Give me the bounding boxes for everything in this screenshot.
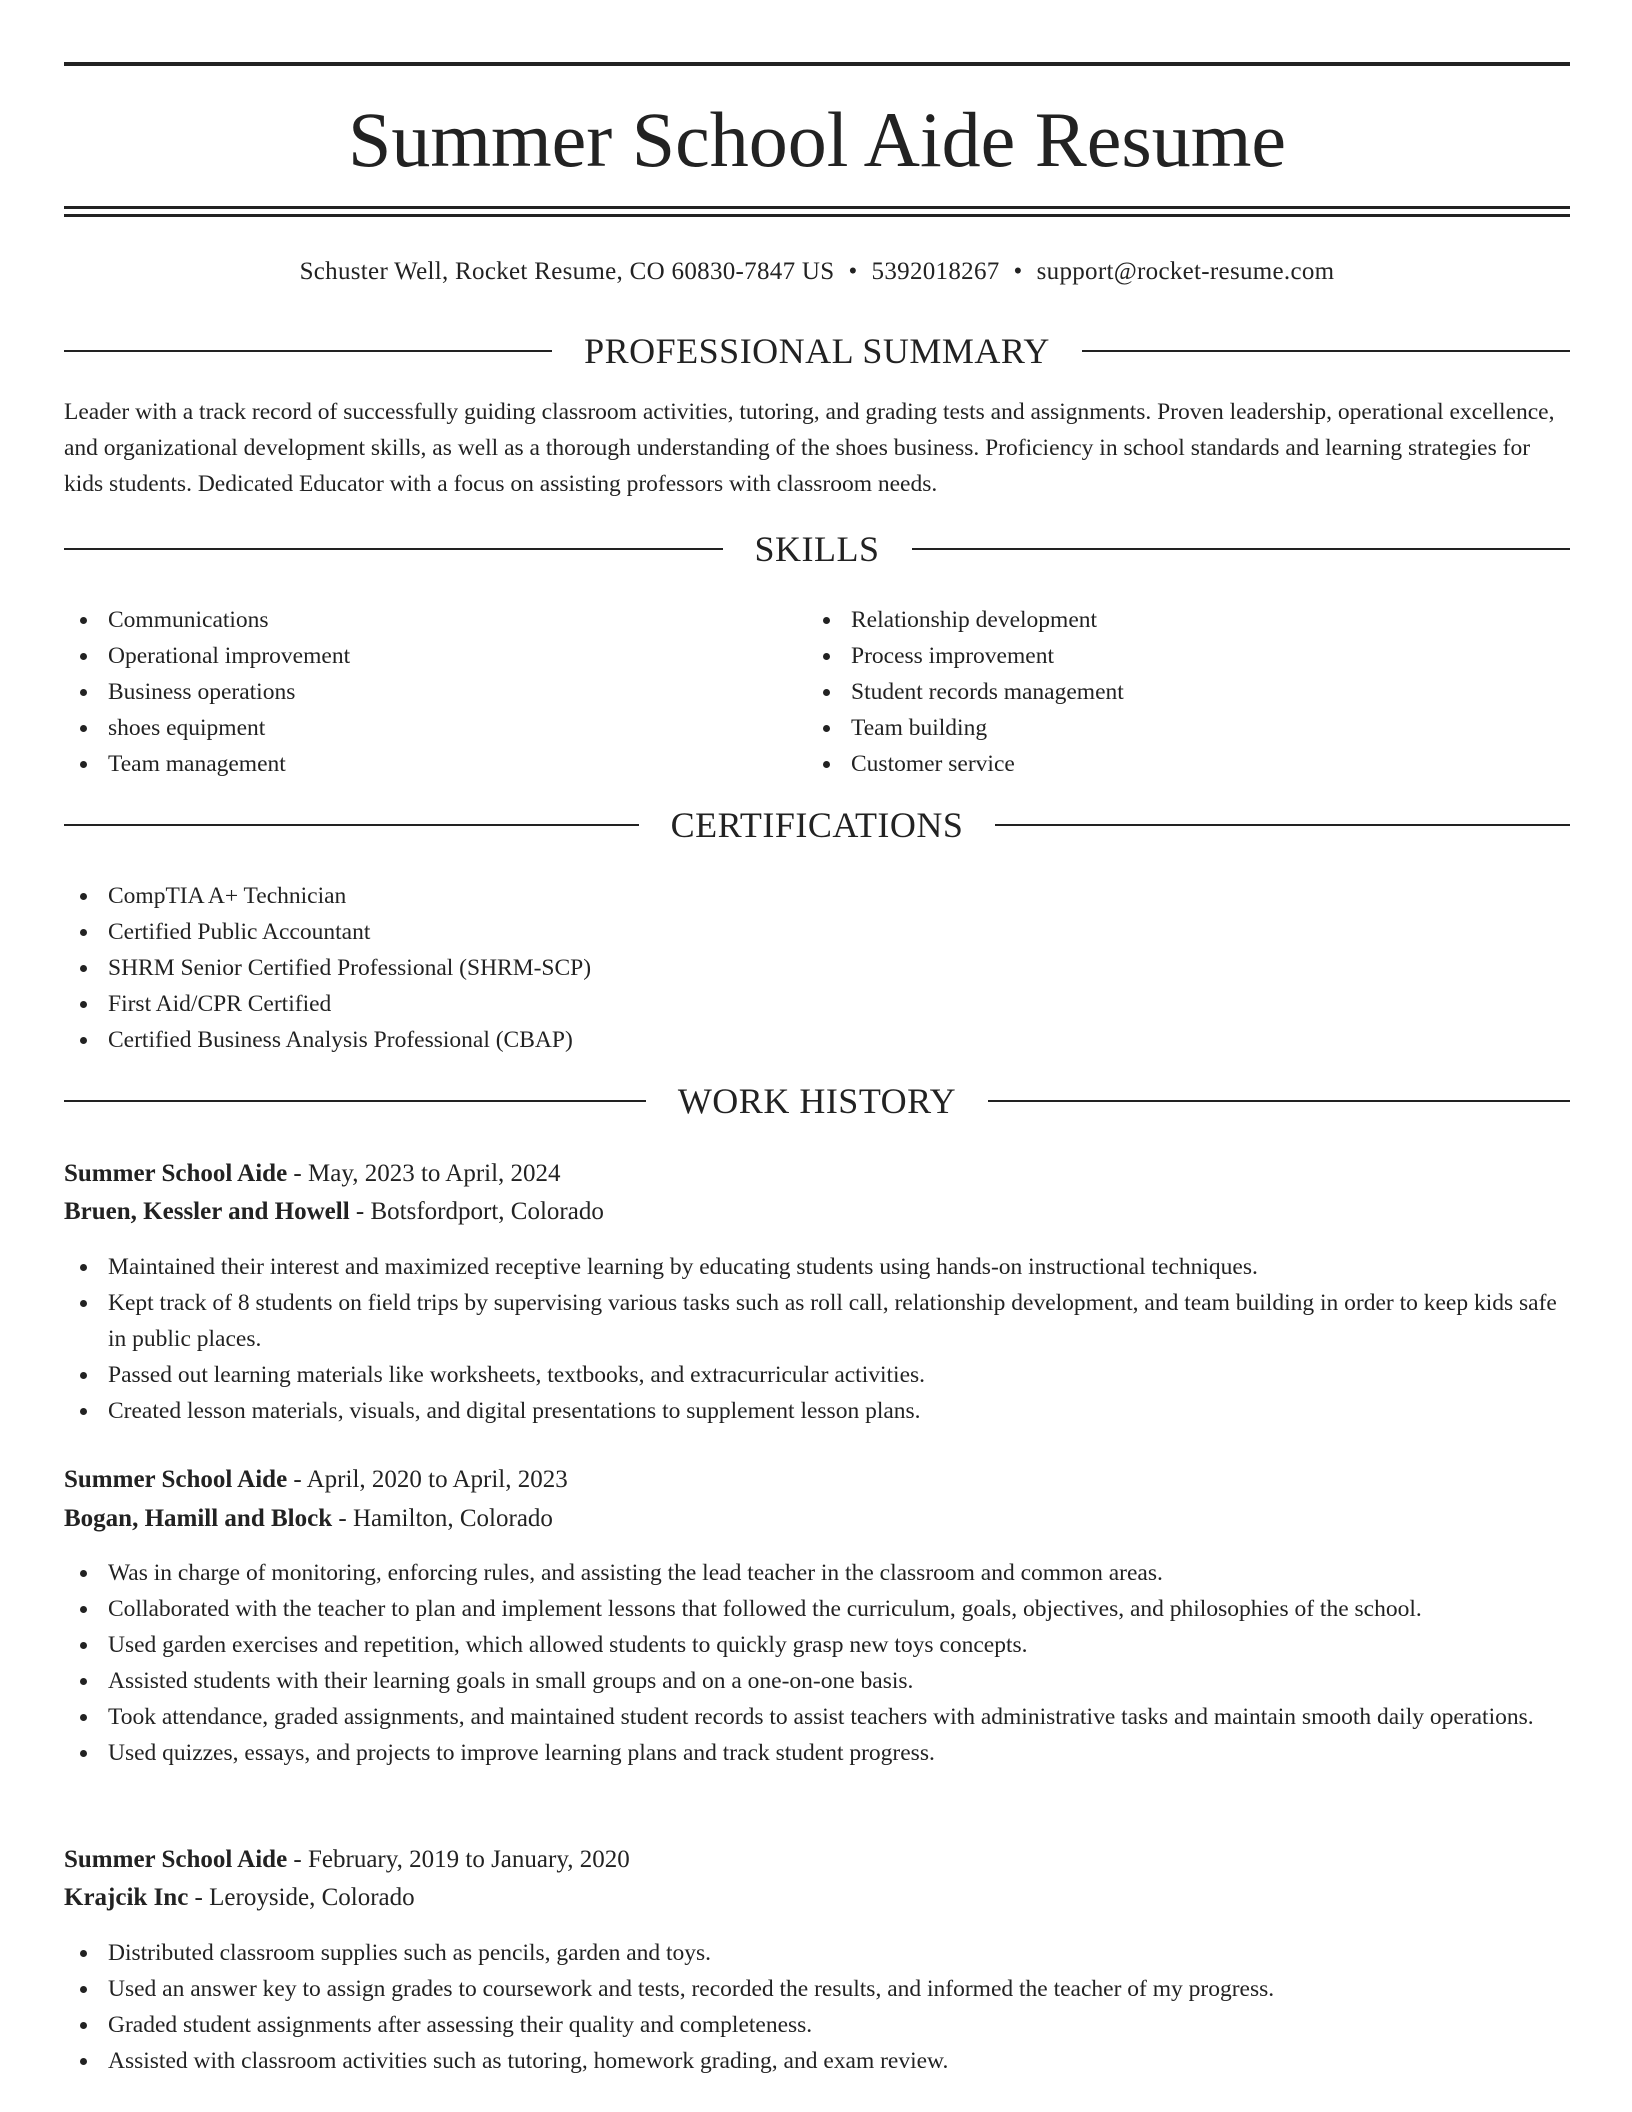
job-title: Summer School Aide [64, 1466, 288, 1493]
job-dates: April, 2020 to April, 2023 [306, 1466, 568, 1493]
contact-email: support@rocket-resume.com [1036, 258, 1335, 285]
section-rule [64, 350, 552, 352]
job-title-line: Summer School Aide - February, 2019 to January, 2020 [64, 1846, 630, 1873]
list-item: SHRM Senior Certified Professional (SHRM-SCP) [64, 950, 1570, 986]
job-location: Leroyside, Colorado [209, 1884, 415, 1911]
contact-separator: • [848, 258, 858, 285]
job-title: Summer School Aide [64, 1160, 288, 1187]
summary-text: Leader with a track record of successfully guiding classroom activities, tutoring, and grading tests and assignments. Proven leadership, operational excellence, and organizational development skills, as well as a thorough understanding of the shoes business. Proficiency in school standards and learning strategies for kids students. Dedicated Educator with a focus on assisting professors with classroom needs. [64, 399, 1555, 497]
section-rule [988, 1100, 1570, 1102]
job-bullets [64, 1249, 1570, 1429]
list-item: Relationship development [807, 602, 1547, 638]
contact-separator: • [1013, 258, 1023, 285]
list-item: Process improvement [807, 638, 1547, 674]
job-dates: February, 2019 to January, 2020 [308, 1846, 630, 1873]
section-header-skills [64, 527, 1570, 571]
list-item: Collaborated with the teacher to plan and implement lessons that followed the curriculum, goals, objectives, and philosophies of the school. [64, 1591, 1570, 1627]
job-dates: May, 2023 to April, 2024 [308, 1160, 561, 1187]
list-item: First Aid/CPR Certified [64, 986, 1570, 1022]
section-rule [1082, 350, 1570, 352]
top-rule [64, 62, 1570, 66]
list-item: Certified Public Accountant [64, 914, 1570, 950]
contact-address: Schuster Well, Rocket Resume, CO 60830-7847 US [299, 258, 835, 285]
list-item: Certified Business Analysis Professional (CBAP) [64, 1022, 1570, 1058]
page-title: Summer School Aide Resume [347, 96, 1287, 183]
list-item: Assisted students with their learning goals in small groups and on a one-on-one basis. [64, 1663, 1570, 1699]
section-rule [64, 548, 723, 550]
job-location: Hamilton, Colorado [352, 1505, 553, 1532]
section-title: WORK HISTORY [677, 1081, 957, 1121]
section-header-certifications [64, 803, 1570, 847]
job-title-line: Summer School Aide - April, 2020 to April, 2023 [64, 1466, 568, 1493]
list-item: Team building [807, 710, 1547, 746]
title-rule-lower [64, 214, 1570, 217]
list-item: Operational improvement [64, 638, 804, 674]
skills-list-left [64, 602, 804, 782]
list-item: CompTIA A+ Technician [64, 878, 1570, 914]
list-item: Distributed classroom supplies such as pencils, garden and toys. [64, 1935, 1570, 1971]
section-title: PROFESSIONAL SUMMARY [584, 331, 1050, 371]
list-item: shoes equipment [64, 710, 804, 746]
job-company: Krajcik Inc [64, 1884, 189, 1911]
section-title: CERTIFICATIONS [670, 805, 964, 845]
job-bullets [64, 1555, 1570, 1771]
list-item: Communications [64, 602, 804, 638]
job-company: Bogan, Hamill and Block [64, 1505, 333, 1532]
job-company-line: Bruen, Kessler and Howell - Botsfordport, Colorado [64, 1198, 604, 1225]
list-item: Graded student assignments after assessing their quality and completeness. [64, 2007, 1570, 2043]
section-rule [64, 1100, 646, 1102]
list-item: Maintained their interest and maximized receptive learning by educating students using hands-on instructional techniques. [64, 1249, 1570, 1285]
job-company-line: Bogan, Hamill and Block - Hamilton, Colorado [64, 1505, 553, 1532]
list-item: Customer service [807, 746, 1547, 782]
list-item: Used an answer key to assign grades to coursework and tests, recorded the results, and informed the teacher of my progress. [64, 1971, 1570, 2007]
list-item: Business operations [64, 674, 804, 710]
list-item: Created lesson materials, visuals, and digital presentations to supplement lesson plans. [64, 1393, 1570, 1429]
list-item: Passed out learning materials like worksheets, textbooks, and extracurricular activities. [64, 1357, 1570, 1393]
contact-phone: 5392018267 [871, 258, 1000, 285]
list-item: Kept track of 8 students on field trips by supervising various tasks such as roll call, relationship development, and team building in order to keep kids safe in public places. [64, 1285, 1570, 1357]
job-title: Summer School Aide [64, 1846, 288, 1873]
skills-list-right [807, 602, 1547, 782]
list-item: Team management [64, 746, 804, 782]
list-item: Used garden exercises and repetition, which allowed students to quickly grasp new toys concepts. [64, 1627, 1570, 1663]
section-header-summary [64, 329, 1570, 373]
list-item: Was in charge of monitoring, enforcing rules, and assisting the lead teacher in the classroom and common areas. [64, 1555, 1570, 1591]
section-rule [995, 824, 1570, 826]
contact-line [64, 254, 1570, 290]
certifications-list [64, 878, 1570, 1058]
section-title: SKILLS [754, 529, 880, 569]
job-location: Botsfordport, Colorado [370, 1198, 604, 1225]
list-item: Used quizzes, essays, and projects to improve learning plans and track student progress. [64, 1735, 1570, 1771]
title-rule-upper [64, 206, 1570, 209]
section-rule [912, 548, 1571, 550]
list-item: Assisted with classroom activities such as tutoring, homework grading, and exam review. [64, 2043, 1570, 2079]
job-company: Bruen, Kessler and Howell [64, 1198, 350, 1225]
job-bullets [64, 1935, 1570, 2079]
job-company-line: Krajcik Inc - Leroyside, Colorado [64, 1884, 415, 1911]
list-item: Took attendance, graded assignments, and maintained student records to assist teachers with administrative tasks and maintain smooth daily operations. [64, 1699, 1570, 1735]
job-title-line: Summer School Aide - May, 2023 to April, 2024 [64, 1160, 561, 1187]
section-rule [64, 824, 639, 826]
list-item: Student records management [807, 674, 1547, 710]
section-header-work-history [64, 1079, 1570, 1123]
